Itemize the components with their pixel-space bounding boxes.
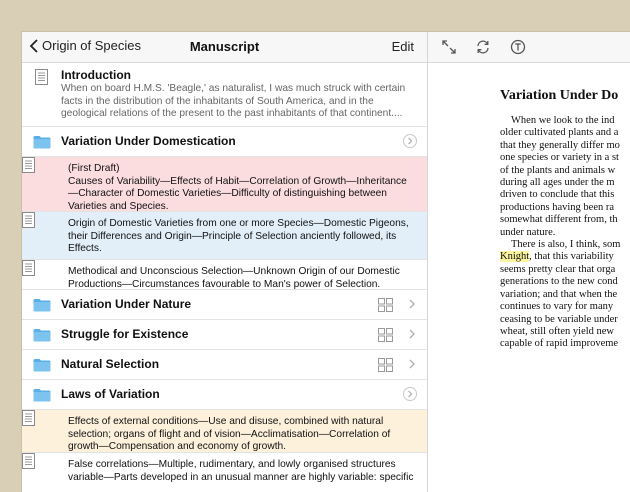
expand-icon[interactable]	[441, 39, 457, 55]
chevron-right-icon[interactable]	[409, 359, 415, 369]
folder-title: Struggle for Existence	[61, 327, 189, 341]
paragraph: When we look to the ind older cultivated plants and a that they generally differ mo one species or variety in a st of the plants and animals w during all ages under the m driven to conclude that this productions having been ra somewhat different from, th under nature.	[500, 115, 620, 238]
corkboard-grid-icon[interactable]	[378, 298, 393, 312]
document-icon	[22, 157, 35, 173]
document-icon	[22, 212, 35, 228]
item-title: Introduction	[61, 68, 131, 82]
back-button[interactable]	[29, 38, 141, 53]
manuscript-text[interactable]	[500, 88, 630, 351]
item-synopsis: Origin of Domestic Varieties from one or more Species—Domestic Pigeons, their Differences and Origin—Principle of Selection anciently followed, its Effects.	[68, 218, 409, 255]
format-text-icon[interactable]	[510, 39, 526, 55]
document-heading: Variation Under Do	[500, 88, 619, 103]
folder-variation-under-nature[interactable]	[22, 290, 427, 320]
editor-pane	[428, 32, 630, 492]
highlighted-text: Knight	[500, 251, 530, 263]
folder-laws-of-variation[interactable]	[22, 380, 427, 410]
folder-icon	[33, 358, 51, 372]
list-item-origin-of-domestic-varieties[interactable]	[22, 212, 427, 260]
disclosure-button[interactable]	[403, 387, 417, 401]
list-item-effects-of-external-conditions[interactable]	[22, 410, 427, 453]
item-synopsis: (First Draft) Causes of Variability—Effects of Habit—Correlation of Growth—Inheritance —Character of Domestic Varieties—Difficulty of distinguishing between Varieties and Species.	[68, 163, 407, 212]
sync-icon[interactable]	[475, 39, 491, 55]
folder-struggle-for-existence[interactable]	[22, 320, 427, 350]
document-icon	[22, 453, 35, 469]
back-button-label: Origin of Species	[42, 38, 141, 53]
chevron-right-icon	[407, 137, 413, 145]
document-icon	[22, 260, 35, 276]
folder-variation-under-domestication[interactable]	[22, 127, 427, 157]
chevron-left-icon	[29, 39, 39, 53]
list-item-methodical-selection[interactable]	[22, 260, 427, 290]
folder-title: Variation Under Domestication	[61, 134, 236, 148]
editor-toolbar	[428, 32, 630, 63]
folder-icon	[33, 298, 51, 312]
list-item-first-draft[interactable]	[22, 157, 427, 212]
disclosure-button[interactable]	[403, 134, 417, 148]
binder-pane	[22, 32, 428, 492]
folder-title: Variation Under Nature	[61, 297, 192, 311]
corkboard-grid-icon[interactable]	[378, 328, 393, 342]
item-synopsis: Methodical and Unconscious Selection—Unknown Origin of our Domestic Productions—Circumstances favourable to Man's power of Selection.	[68, 266, 400, 290]
folder-icon	[33, 135, 51, 149]
document-icon	[22, 410, 35, 426]
paragraph: There is also, I think, som Knight, that this variability seems pretty clear that orga generations to the new cond variation; and that when the continues to vary for many ceasing to be variable under wheat, still often yield new capable of rapid improveme	[500, 239, 621, 350]
page-title: Manuscript	[189, 39, 260, 54]
chevron-right-icon	[407, 390, 413, 398]
item-synopsis: When on board H.M.S. 'Beagle,' as naturalist, I was much struck with certain facts in the distribution of the inhabitants of South America, and in the geological relations of the present to the past inhabitants of that continent....	[61, 83, 406, 120]
item-synopsis: Effects of external conditions—Use and disuse, combined with natural selection; organs of flight and of vision—Acclimatisation—Correlation of growth—Compensation and economy of growth.	[68, 416, 391, 453]
chevron-right-icon[interactable]	[409, 329, 415, 339]
binder-navbar	[22, 32, 427, 63]
corkboard-grid-icon[interactable]	[378, 358, 393, 372]
document-icon	[35, 69, 48, 85]
folder-icon	[33, 388, 51, 402]
folder-title: Laws of Variation	[61, 387, 160, 401]
item-synopsis: False correlations—Multiple, rudimentary, and lowly organised structures variable—Parts developed in an unusual manner are highly variable: specific	[68, 459, 414, 483]
folder-natural-selection[interactable]	[22, 350, 427, 380]
folder-icon	[33, 328, 51, 342]
ipad-screen	[22, 32, 630, 492]
edit-button[interactable]: Edit	[391, 39, 414, 54]
list-item-introduction[interactable]	[22, 63, 427, 127]
folder-title: Natural Selection	[61, 357, 160, 371]
chevron-right-icon[interactable]	[409, 299, 415, 309]
